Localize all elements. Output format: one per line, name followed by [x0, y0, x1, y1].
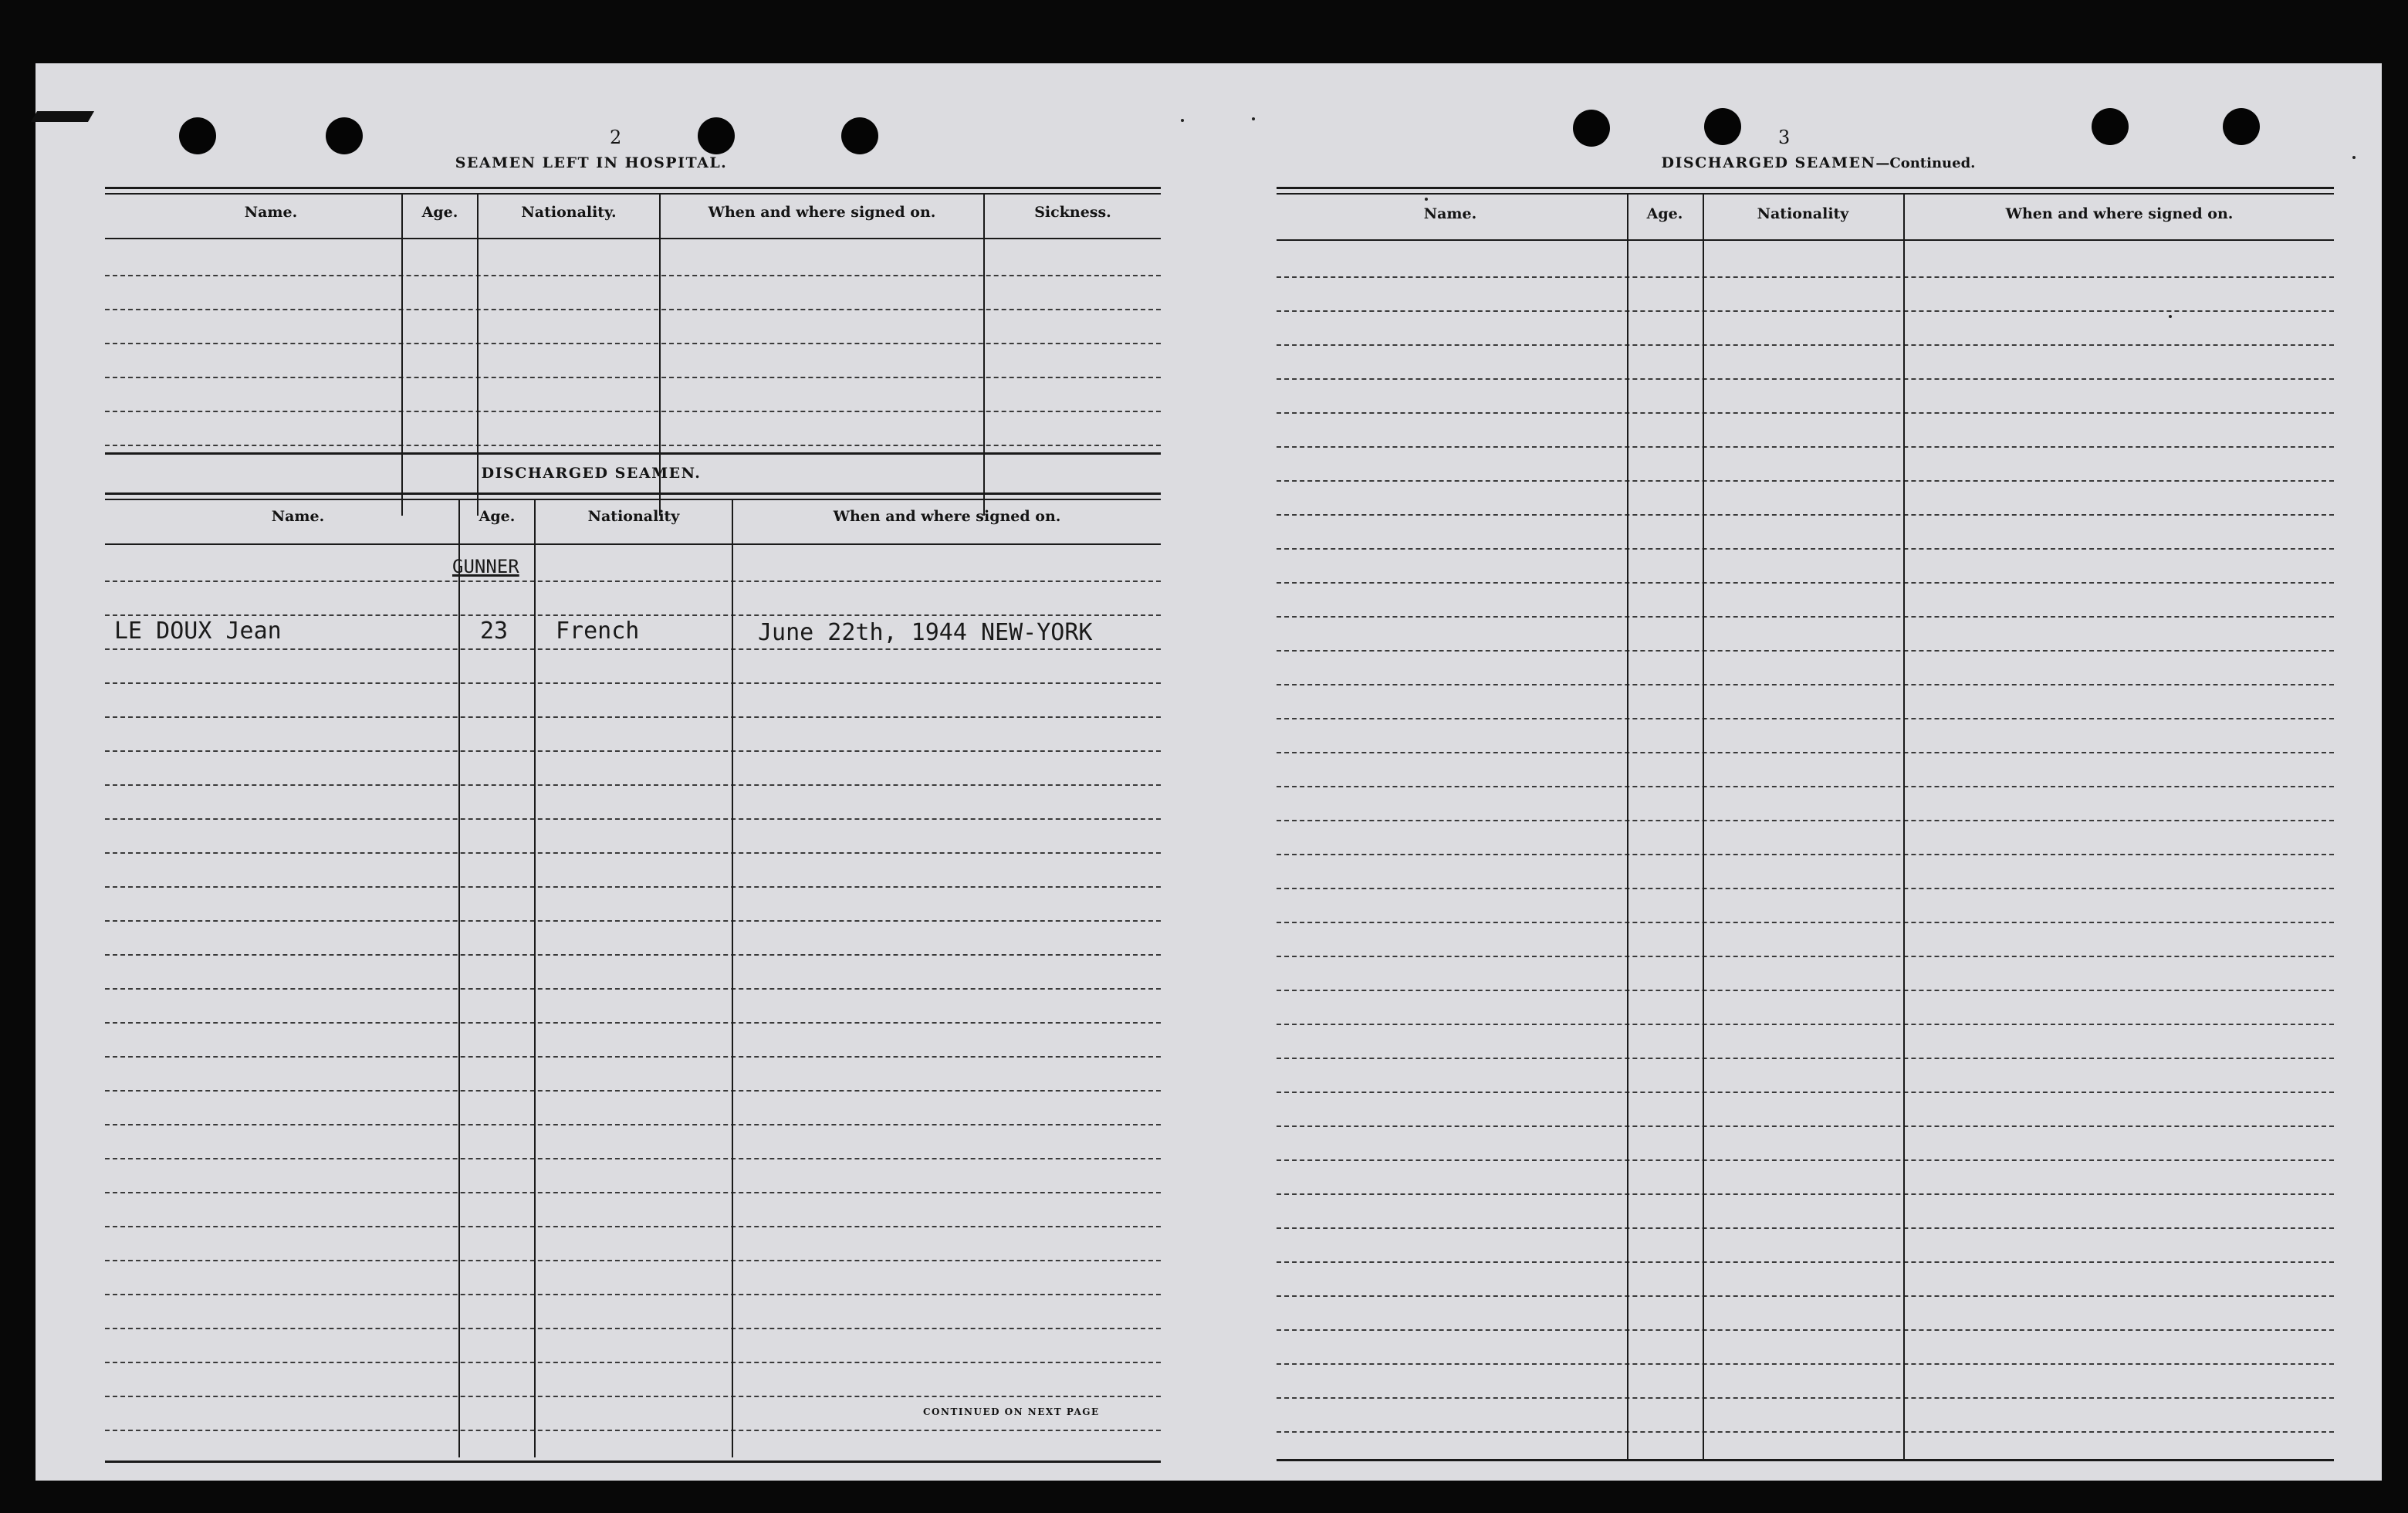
punch-hole [1573, 110, 1610, 147]
category-label: GUNNER [452, 556, 519, 577]
dotted-ruling [105, 580, 1161, 582]
entry-age: 23 [480, 618, 509, 645]
dotted-ruling [105, 1294, 1161, 1295]
dotted-ruling [1277, 854, 2334, 855]
dotted-ruling [105, 682, 1161, 684]
dotted-ruling [1277, 650, 2334, 652]
dotted-ruling [1277, 1125, 2334, 1127]
dotted-ruling [105, 954, 1161, 956]
dotted-ruling [105, 750, 1161, 752]
dotted-ruling [105, 1056, 1161, 1058]
dotted-ruling [1277, 616, 2334, 618]
right-title-main: DISCHARGED SEAMEN [1661, 154, 1876, 171]
rule [105, 492, 1161, 495]
continued-footer: CONTINUED ON NEXT PAGE [923, 1406, 1100, 1417]
speck [1181, 119, 1184, 122]
dotted-ruling [1277, 990, 2334, 991]
dotted-ruling [105, 1124, 1161, 1125]
dotted-ruling [1277, 1024, 2334, 1025]
rule [105, 499, 1161, 500]
dotted-ruling [1277, 582, 2334, 584]
punch-hole [698, 117, 735, 154]
speck [1252, 117, 1255, 120]
dotted-ruling [1277, 378, 2334, 380]
dotted-ruling [1277, 1261, 2334, 1263]
manifest-sheet [36, 63, 2382, 1481]
dotted-ruling [1277, 922, 2334, 923]
dotted-ruling [1277, 752, 2334, 753]
punch-hole [2223, 108, 2260, 145]
dotted-ruling [1277, 310, 2334, 312]
dotted-ruling [105, 1430, 1161, 1431]
dotted-ruling [105, 1158, 1161, 1159]
dotted-ruling [1277, 514, 2334, 516]
page-number-left: 2 [610, 127, 622, 148]
rule [1277, 187, 2334, 189]
dotted-ruling [1277, 1363, 2334, 1365]
dotted-ruling [105, 784, 1161, 786]
rule [105, 1461, 1161, 1463]
hospital-col-sickness: Sickness. [1034, 204, 1111, 221]
rule [1277, 1459, 2334, 1461]
dotted-ruling [105, 1328, 1161, 1329]
dotted-ruling [105, 852, 1161, 854]
dotted-ruling [105, 343, 1161, 344]
rule [105, 452, 1161, 455]
hospital-section-title: SEAMEN LEFT IN HOSPITAL. [455, 154, 728, 171]
punch-hole [2092, 108, 2129, 145]
paper-tab [31, 111, 94, 122]
punch-hole [179, 117, 216, 154]
dotted-ruling [1277, 1159, 2334, 1161]
right-col-nationality: Nationality [1757, 205, 1849, 222]
dotted-ruling [105, 920, 1161, 922]
dotted-ruling [105, 377, 1161, 378]
dotted-ruling [1277, 276, 2334, 278]
dotted-ruling [105, 988, 1161, 990]
dotted-ruling [1277, 888, 2334, 889]
discharged-col-nationality: Nationality [587, 508, 680, 525]
dotted-ruling [1277, 1295, 2334, 1297]
dotted-ruling [1277, 786, 2334, 787]
dotted-ruling [105, 886, 1161, 888]
rule [105, 193, 1161, 195]
entry-nationality: French [556, 618, 640, 645]
dotted-ruling [1277, 1227, 2334, 1229]
rule [105, 238, 1161, 239]
rule [1277, 239, 2334, 241]
hospital-col-nationality: Nationality. [521, 204, 617, 221]
dotted-ruling [1277, 684, 2334, 685]
right-col-age: Age. [1646, 205, 1683, 222]
right-section-title [1541, 154, 2096, 171]
dotted-ruling [105, 1090, 1161, 1092]
dotted-ruling [105, 614, 1161, 616]
dotted-ruling [105, 716, 1161, 718]
dotted-ruling [105, 1362, 1161, 1363]
dotted-ruling [1277, 956, 2334, 957]
punch-hole [1704, 108, 1741, 145]
punch-hole [326, 117, 363, 154]
entry-name: LE DOUX Jean [114, 618, 282, 645]
punch-hole [841, 117, 878, 154]
dotted-ruling [1277, 1397, 2334, 1399]
col-divider [1903, 195, 1905, 1461]
dotted-ruling [105, 445, 1161, 446]
col-divider [1627, 195, 1628, 1461]
dotted-ruling [1277, 548, 2334, 550]
col-divider [534, 500, 536, 1457]
dotted-ruling [1277, 1329, 2334, 1331]
rule [105, 187, 1161, 189]
dotted-ruling [1277, 344, 2334, 346]
speck [1425, 198, 1428, 201]
dotted-ruling [105, 1260, 1161, 1261]
dotted-ruling [105, 1192, 1161, 1193]
dotted-ruling [1277, 1193, 2334, 1195]
dotted-ruling [1277, 1431, 2334, 1433]
discharged-col-name: Name. [271, 508, 325, 525]
dotted-ruling [1277, 446, 2334, 448]
dotted-ruling [105, 309, 1161, 310]
rule [1277, 193, 2334, 195]
right-col-signed-on: When and where signed on. [2005, 205, 2234, 222]
dotted-ruling [105, 818, 1161, 820]
dotted-ruling [105, 1226, 1161, 1227]
entry-signed-on: June 22th, 1944 NEW-YORK [758, 619, 1093, 646]
rule [105, 543, 1161, 545]
dotted-ruling [1277, 820, 2334, 821]
dotted-ruling [1277, 718, 2334, 719]
dotted-ruling [1277, 480, 2334, 482]
page-number-right: 3 [1778, 127, 1791, 148]
discharged-col-signed-on: When and where signed on. [833, 508, 1061, 525]
right-col-name: Name. [1423, 205, 1477, 222]
dotted-ruling [1277, 1058, 2334, 1059]
col-divider [1703, 195, 1704, 1461]
hospital-col-age: Age. [421, 204, 458, 221]
col-divider [458, 500, 460, 1457]
right-title-suffix: —Continued. [1875, 155, 1976, 171]
dotted-ruling [1277, 412, 2334, 414]
dotted-ruling [1277, 1092, 2334, 1093]
col-divider [732, 500, 733, 1457]
hospital-col-signed-on: When and where signed on. [708, 204, 936, 221]
speck [2352, 156, 2356, 159]
discharged-col-age: Age. [479, 508, 516, 525]
speck [2169, 315, 2172, 318]
discharged-section-title: DISCHARGED SEAMEN. [481, 465, 702, 482]
dotted-ruling [105, 648, 1161, 650]
dotted-ruling [105, 275, 1161, 276]
col-divider [983, 195, 985, 516]
hospital-col-name: Name. [244, 204, 298, 221]
dotted-ruling [105, 411, 1161, 412]
dotted-ruling [105, 1396, 1161, 1397]
dotted-ruling [105, 1022, 1161, 1024]
